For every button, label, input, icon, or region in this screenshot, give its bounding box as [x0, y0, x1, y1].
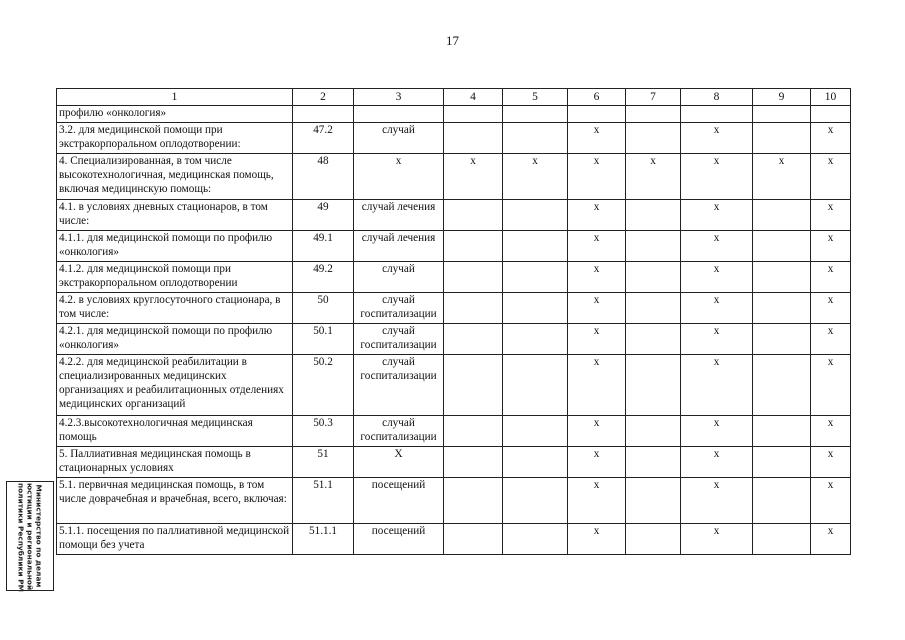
table-row [57, 524, 851, 555]
table-cell: x [753, 154, 811, 200]
table-cell: x [681, 231, 753, 262]
column-header: 8 [681, 89, 753, 106]
registration-stamp [6, 481, 54, 591]
table-cell [503, 123, 568, 154]
table-cell: 50 [293, 293, 354, 324]
table-cell [354, 106, 444, 123]
table-cell: x [811, 293, 851, 324]
table-cell: x [811, 447, 851, 478]
table-cell [626, 478, 681, 524]
table-cell: x [626, 154, 681, 200]
table-cell [444, 447, 503, 478]
table-cell: 3.2. для медицинской помощи при экстракорпоральном оплодотворении: [57, 123, 293, 154]
table-cell [681, 106, 753, 123]
table-cell: x [568, 154, 626, 200]
column-header: 6 [568, 89, 626, 106]
table-row [57, 478, 851, 524]
table-cell: x [568, 200, 626, 231]
table-cell: x [811, 478, 851, 524]
table-cell: случай госпитализации [354, 416, 444, 447]
table-header-row [57, 89, 851, 106]
table-cell [626, 231, 681, 262]
table-cell [444, 293, 503, 324]
table-cell [753, 478, 811, 524]
table-cell: 49.1 [293, 231, 354, 262]
table-cell: 51.1.1 [293, 524, 354, 555]
column-header: 10 [811, 89, 851, 106]
stamp-line: юстиции и региональной [25, 483, 35, 591]
table-cell: 5. Паллиативная медицинская помощь в стационарных условиях [57, 447, 293, 478]
table-cell [503, 416, 568, 447]
table-cell: x [354, 154, 444, 200]
table-cell: x [681, 524, 753, 555]
table-cell [626, 324, 681, 355]
table-cell [444, 324, 503, 355]
table-cell [444, 106, 503, 123]
table-cell: x [681, 200, 753, 231]
table-row [57, 262, 851, 293]
table-cell: случай госпитализации [354, 324, 444, 355]
table-row [57, 200, 851, 231]
table-cell [753, 416, 811, 447]
table-cell [626, 447, 681, 478]
table-cell [626, 416, 681, 447]
table-cell [503, 293, 568, 324]
table-cell [293, 106, 354, 123]
table-cell [503, 324, 568, 355]
table-cell [444, 416, 503, 447]
table-cell [503, 106, 568, 123]
table-cell [753, 200, 811, 231]
stamp-line: Министерство по делам [34, 484, 44, 588]
stamp-line: политики Республики РМ [16, 483, 26, 593]
table-cell: 4. Специализированная, в том числе высокотехнологичная, медицинская помощь, включая медицинскую помощь: [57, 154, 293, 200]
table-cell: 4.1.2. для медицинской помощи при экстракорпоральном оплодотворении [57, 262, 293, 293]
table-cell: x [681, 262, 753, 293]
table-cell [753, 524, 811, 555]
table-cell: 50.1 [293, 324, 354, 355]
data-table [56, 88, 851, 555]
table-cell: x [681, 447, 753, 478]
table-cell: случай [354, 123, 444, 154]
table-cell: x [568, 231, 626, 262]
table-cell: x [811, 262, 851, 293]
table-cell: x [811, 524, 851, 555]
table-cell: 4.1.1. для медицинской помощи по профилю «онкология» [57, 231, 293, 262]
table-row [57, 416, 851, 447]
table-cell [444, 231, 503, 262]
table-cell [626, 106, 681, 123]
column-header: 3 [354, 89, 444, 106]
table-cell: 51.1 [293, 478, 354, 524]
table-cell [503, 355, 568, 416]
table-cell [444, 478, 503, 524]
table-cell [503, 447, 568, 478]
table-cell: x [811, 416, 851, 447]
table-cell: x [681, 123, 753, 154]
table-cell: посещений [354, 478, 444, 524]
table-cell: посещений [354, 524, 444, 555]
table-cell [568, 106, 626, 123]
table-cell: случай госпитализации [354, 293, 444, 324]
table-cell: x [681, 154, 753, 200]
table-cell: 47.2 [293, 123, 354, 154]
table-cell: x [568, 123, 626, 154]
table-cell: x [503, 154, 568, 200]
table-cell [503, 262, 568, 293]
table-cell: 4.2. в условиях круглосуточного стационара, в том числе: [57, 293, 293, 324]
table-cell: случай лечения [354, 200, 444, 231]
table-cell [753, 447, 811, 478]
table-cell [444, 123, 503, 154]
table-cell: x [681, 324, 753, 355]
table-row [57, 447, 851, 478]
table-cell: x [568, 324, 626, 355]
table-cell: случай [354, 262, 444, 293]
table-cell: x [811, 324, 851, 355]
table-cell: 5.1. первичная медицинская помощь, в том числе доврачебная и врачебная, всего, включая: [57, 478, 293, 524]
table-cell: x [681, 355, 753, 416]
table-cell: x [568, 478, 626, 524]
column-header: 7 [626, 89, 681, 106]
table-cell: 50.3 [293, 416, 354, 447]
table-row [57, 231, 851, 262]
table-cell [753, 231, 811, 262]
table-cell [753, 106, 811, 123]
table-cell: x [811, 200, 851, 231]
table-cell: x [568, 524, 626, 555]
table-cell: случай госпитализации [354, 355, 444, 416]
page-number: 17 [446, 33, 459, 48]
stamp-text [16, 483, 44, 593]
table-cell: x [568, 355, 626, 416]
table-cell: x [568, 416, 626, 447]
table-cell [753, 123, 811, 154]
table-cell [626, 524, 681, 555]
table-cell: x [681, 416, 753, 447]
table-row [57, 154, 851, 200]
table-cell [503, 200, 568, 231]
table-cell: x [811, 123, 851, 154]
table-row [57, 106, 851, 123]
table-row [57, 324, 851, 355]
table-cell: случай лечения [354, 231, 444, 262]
table-cell: x [568, 447, 626, 478]
table-cell: 49 [293, 200, 354, 231]
table-cell [626, 200, 681, 231]
table-cell: x [681, 293, 753, 324]
column-header: 2 [293, 89, 354, 106]
column-header: 4 [444, 89, 503, 106]
table-cell: 4.2.3.высокотехнологичная медицинская помощь [57, 416, 293, 447]
table-cell [626, 262, 681, 293]
table-cell: 4.2.2. для медицинской реабилитации в специализированных медицинских организациях и реабилитационных отделениях медицинских организаций [57, 355, 293, 416]
table-cell: x [681, 478, 753, 524]
table-cell: 49.2 [293, 262, 354, 293]
table-cell: 5.1.1. посещения по паллиативной медицинской помощи без учета [57, 524, 293, 555]
table-cell: x [811, 154, 851, 200]
table-cell: 50.2 [293, 355, 354, 416]
table-cell: x [568, 293, 626, 324]
table-cell [444, 524, 503, 555]
table-row [57, 355, 851, 416]
table-cell: x [811, 355, 851, 416]
table-cell [503, 231, 568, 262]
table-cell: 4.2.1. для медицинской помощи по профилю «онкология» [57, 324, 293, 355]
table-cell [626, 293, 681, 324]
table-row [57, 293, 851, 324]
table-cell [444, 262, 503, 293]
table-row [57, 123, 851, 154]
table-cell: 51 [293, 447, 354, 478]
table-cell: 48 [293, 154, 354, 200]
table-cell [503, 478, 568, 524]
column-header: 1 [57, 89, 293, 106]
table-cell [444, 355, 503, 416]
table-cell [626, 355, 681, 416]
table-cell: x [568, 262, 626, 293]
table-cell: x [811, 231, 851, 262]
table-cell: профилю «онкология» [57, 106, 293, 123]
table-cell [626, 123, 681, 154]
column-header: 5 [503, 89, 568, 106]
table-cell [753, 262, 811, 293]
table-cell [444, 200, 503, 231]
table-cell: Х [354, 447, 444, 478]
table-cell [753, 324, 811, 355]
column-header: 9 [753, 89, 811, 106]
table-cell [503, 524, 568, 555]
table-cell [811, 106, 851, 123]
table-cell: 4.1. в условиях дневных стационаров, в том числе: [57, 200, 293, 231]
table-cell [753, 355, 811, 416]
table-cell: x [444, 154, 503, 200]
table-cell [753, 293, 811, 324]
